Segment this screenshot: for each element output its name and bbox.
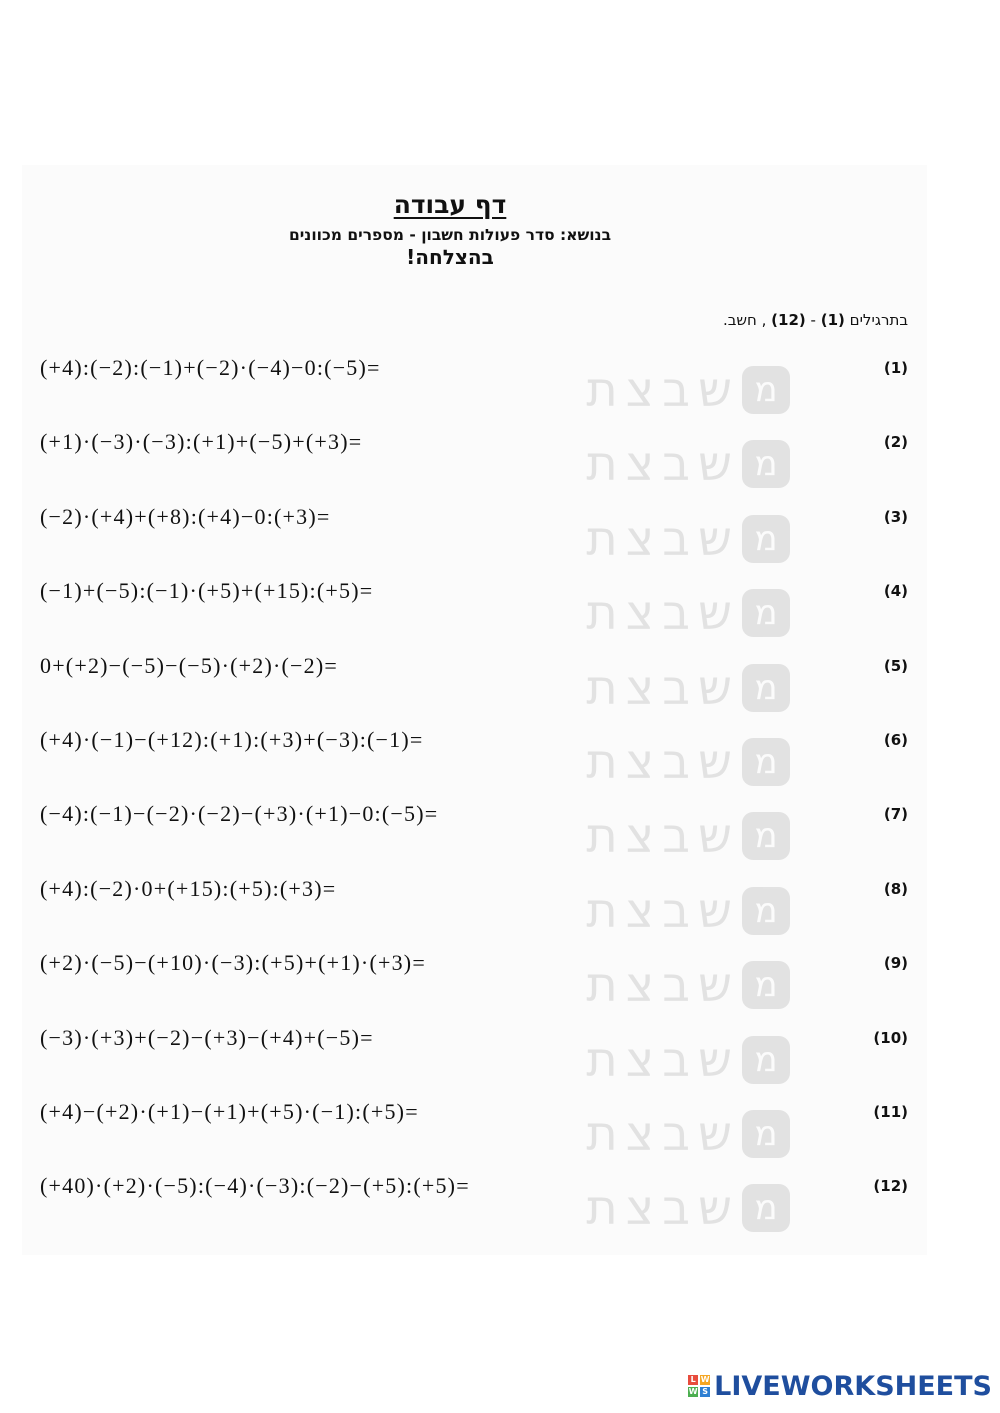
exercise-number: (9) bbox=[883, 954, 908, 972]
exercise-expression: (+4):(−2):(−1)+(−2)·(−4)−0:(−5)= bbox=[40, 355, 381, 380]
liveworksheets-wordmark: LIVEWORKSHEETS bbox=[714, 1370, 992, 1402]
exercise-row bbox=[0, 578, 1000, 618]
exercise-row bbox=[0, 1025, 1000, 1065]
exercise-number: (8) bbox=[883, 880, 908, 898]
exercise-expression: (+4):(−2)·0+(+15):(+5):(+3)= bbox=[40, 876, 337, 901]
logo-tile: L bbox=[688, 1375, 698, 1385]
exercise-number: (6) bbox=[883, 731, 908, 749]
exercise-expression: (+2)·(−5)−(+10)·(−3):(+5)+(+1)·(+3)= bbox=[40, 950, 426, 975]
worksheet-subtitle: בנושא: סדר פעולות חשבון - מספרים מכוונים bbox=[288, 226, 612, 244]
exercise-number: (12) bbox=[873, 1177, 908, 1195]
instructions: בתרגילים (1) - (12) , חשב. bbox=[722, 311, 908, 329]
exercise-row bbox=[0, 1173, 1000, 1213]
exercise-expression: (−3)·(+3)+(−2)−(+3)−(+4)+(−5)= bbox=[40, 1025, 374, 1050]
exercise-expression: (+4)·(−1)−(+12):(+1):(+3)+(−3):(−1)= bbox=[40, 727, 424, 752]
liveworksheets-logo bbox=[688, 1371, 992, 1401]
exercise-number: (10) bbox=[873, 1029, 908, 1047]
exercise-row bbox=[0, 876, 1000, 916]
exercise-row bbox=[0, 727, 1000, 767]
good-luck-text: בהצלחה! bbox=[406, 245, 494, 269]
exercise-number: (5) bbox=[883, 657, 908, 675]
exercise-expression: 0+(+2)−(−5)−(−5)·(+2)·(−2)= bbox=[40, 653, 338, 678]
exercise-row bbox=[0, 355, 1000, 395]
exercise-expression: (+40)·(+2)·(−5):(−4)·(−3):(−2)−(+5):(+5)= bbox=[40, 1173, 470, 1198]
exercise-row bbox=[0, 429, 1000, 469]
exercise-expression: (−1)+(−5):(−1)·(+5)+(+15):(+5)= bbox=[40, 578, 374, 603]
exercise-row bbox=[0, 504, 1000, 544]
worksheet-title: דף עבודה bbox=[393, 190, 507, 219]
exercise-row bbox=[0, 1099, 1000, 1139]
logo-tile: W bbox=[700, 1375, 710, 1384]
logo-tile: S bbox=[700, 1387, 710, 1397]
exercise-expression: (+1)·(−3)·(−3):(+1)+(−5)+(+3)= bbox=[40, 429, 363, 454]
exercise-row bbox=[0, 801, 1000, 841]
exercise-row bbox=[0, 653, 1000, 693]
exercise-expression: (+4)−(+2)·(+1)−(+1)+(+5)·(−1):(+5)= bbox=[40, 1099, 419, 1124]
exercise-expression: (−4):(−1)−(−2)·(−2)−(+3)·(+1)−0:(−5)= bbox=[40, 801, 439, 826]
exercise-number: (7) bbox=[883, 805, 908, 823]
exercise-row bbox=[0, 950, 1000, 990]
exercise-number: (1) bbox=[883, 359, 908, 377]
exercise-number: (3) bbox=[883, 508, 908, 526]
liveworksheets-icon bbox=[688, 1375, 710, 1397]
exercise-number: (11) bbox=[873, 1103, 908, 1121]
exercise-number: (4) bbox=[883, 582, 908, 600]
logo-tile: W bbox=[688, 1387, 698, 1396]
exercise-expression: (−2)·(+4)+(+8):(+4)−0:(+3)= bbox=[40, 504, 331, 529]
exercise-number: (2) bbox=[883, 433, 908, 451]
